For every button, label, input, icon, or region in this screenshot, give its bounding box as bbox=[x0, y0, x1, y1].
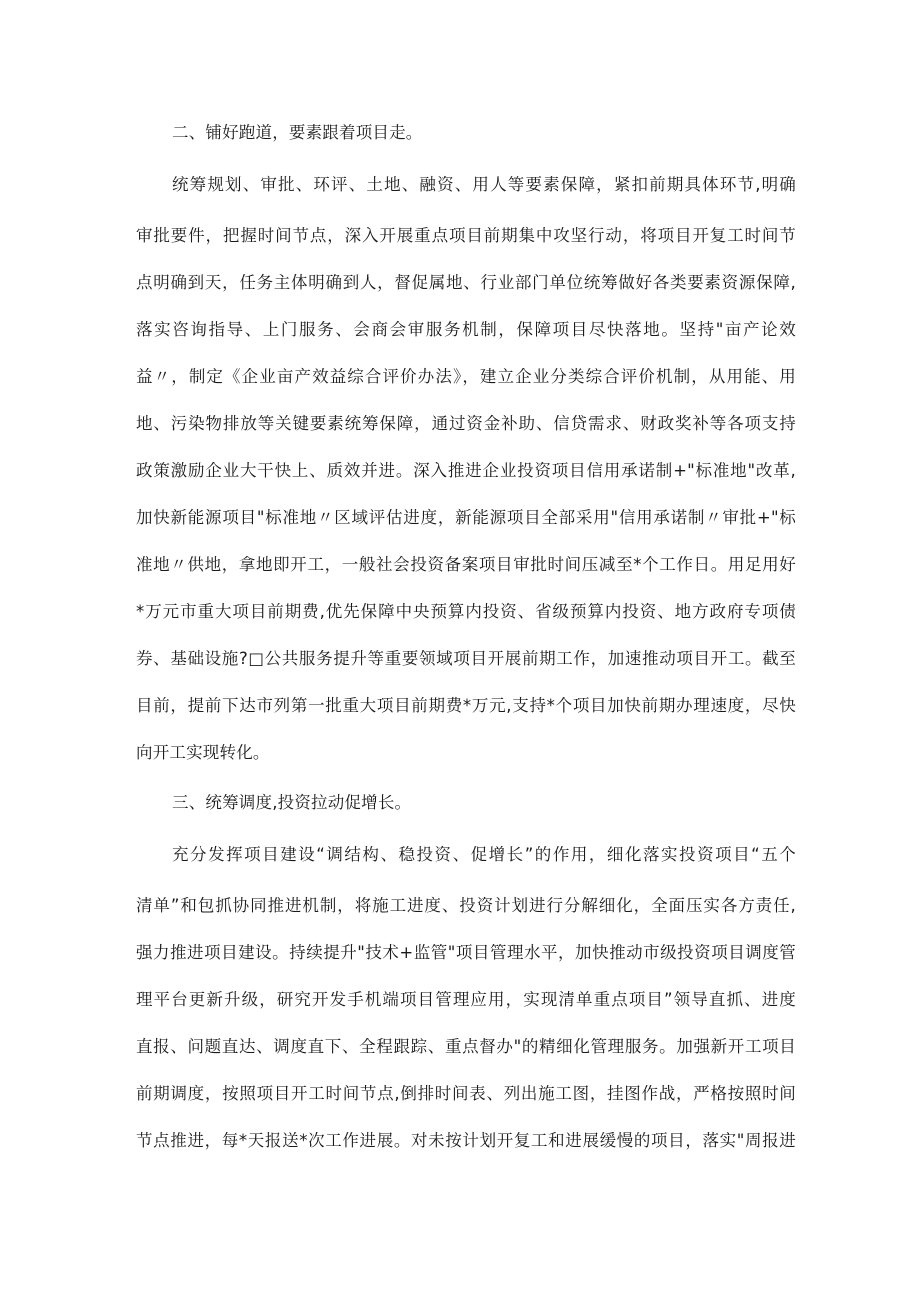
paragraph-line: *万元市重大项目前期费,优先保障中央预算内投资、省级预算内投资、地方政府专项债 bbox=[136, 602, 796, 621]
paragraph-line: 准地〃供地，拿地即开工，一般社会投资备案项目审批时间压减至*个工作日。用足用好 bbox=[136, 555, 796, 574]
paragraph-line: 清单”和包抓协同推进机制，将施工进度、投资计划进行分解细化，全面压实各方责任, bbox=[136, 896, 796, 915]
paragraph-line: 充分发挥项目建设“调结构、稳投资、促增长”的作用，细化落实投资项目“五个 bbox=[172, 845, 796, 864]
paragraph-line: 券、基础设施?□公共服务提升等重要领域项目开展前期工作，加速推动项目开工。截至 bbox=[136, 649, 796, 668]
paragraph-line: 加快新能源项目"标准地〃区域评估进度，新能源项目全部采用"信用承诺制〃审批+"标 bbox=[136, 508, 796, 527]
paragraph-line: 向开工实现转化。 bbox=[136, 743, 270, 762]
section-3-heading: 三、统筹调度,投资拉动促增长。 bbox=[172, 793, 412, 812]
section-2-heading: 二、铺好跑道，要素跟着项目走。 bbox=[172, 123, 423, 142]
paragraph-line: 节点推进，每*天报送*次工作进展。对未按计划开复工和进展缓慢的项目，落实"周报进 bbox=[136, 1131, 796, 1150]
paragraph-line: 前期调度，按照项目开工时间节点,倒排时间表、列出施工图，挂图作战，严格按照时间 bbox=[136, 1084, 796, 1103]
paragraph-line: 强力推进项目建设。持续提升"技术+监管"项目管理水平，加快推动市级投资项目调度管 bbox=[136, 943, 796, 962]
paragraph-line: 审批要件，把握时间节点，深入开展重点项目前期集中攻坚行动，将项目开复工时间节 bbox=[136, 226, 796, 245]
paragraph-line: 益〃，制定《企业亩产效益综合评价办法》，建立企业分类综合评价机制，从用能、用 bbox=[136, 367, 796, 386]
paragraph-line: 理平台更新升级，研究开发手机端项目管理应用，实现清单重点项目”领导直抓、进度 bbox=[136, 990, 796, 1009]
paragraph-line: 直报、问题直达、调度直下、全程跟踪、重点督办"的精细化管理服务。加强新开工项目 bbox=[136, 1037, 796, 1056]
paragraph-line: 目前，提前下达市列第一批重大项目前期费*万元,支持*个项目加快前期办理速度，尽快 bbox=[136, 696, 796, 715]
paragraph-line: 统筹规划、审批、环评、土地、融资、用人等要素保障，紧扣前期具体环节,明确 bbox=[172, 175, 796, 194]
paragraph-line: 点明确到天，任务主体明确到人，督促属地、行业部门单位统筹做好各类要素资源保障, bbox=[136, 273, 796, 292]
paragraph-line: 地、污染物排放等关键要素统筹保障，通过资金补助、信贷需求、财政奖补等各项支持 bbox=[136, 414, 796, 433]
paragraph-line: 政策激励企业大干快上、质效并进。深入推进企业投资项目信用承诺制+"标准地"改革, bbox=[136, 461, 796, 480]
paragraph-line: 落实咨询指导、上门服务、会商会审服务机制，保障项目尽快落地。坚持"亩产论效 bbox=[136, 320, 796, 339]
